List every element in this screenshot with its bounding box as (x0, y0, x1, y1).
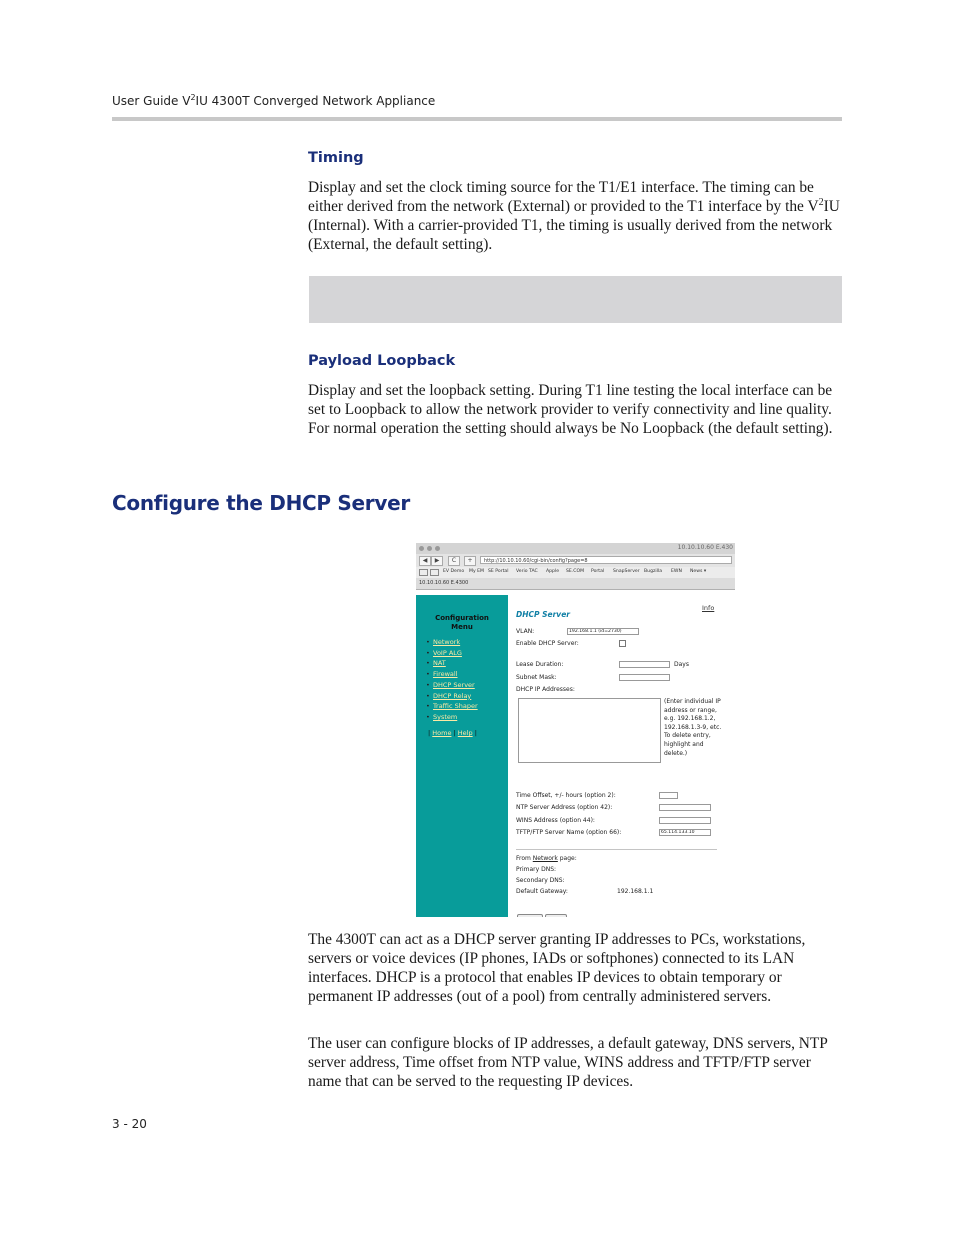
url-field[interactable]: http://10.10.10.60/cgi-bin/config?page=8 (480, 556, 732, 564)
gray-note-box (309, 276, 842, 323)
reload-button[interactable]: C (448, 556, 460, 566)
header-prefix: User Guide V (112, 94, 191, 108)
menu-item-nat[interactable]: • NAT (426, 658, 478, 669)
running-header (112, 93, 435, 108)
menu-item-firewall[interactable]: • Firewall (426, 669, 478, 680)
info-link[interactable]: Info (702, 604, 715, 612)
menu-item-traffic-shaper[interactable]: • Traffic Shaper (426, 701, 478, 712)
from-suffix: page: (557, 855, 577, 862)
timing-paragraph (308, 178, 843, 254)
config-menu-title-line1: Configuration (435, 614, 489, 622)
home-help-bar-end: | (472, 729, 477, 737)
window-title: 10.10.10.60 E.430 (677, 544, 733, 551)
days-label: Days (674, 661, 689, 668)
subnet-mask-label: Subnet Mask: (516, 674, 557, 681)
bookmarks-book-icon[interactable] (419, 569, 428, 576)
tftp-server-label: TFTP/FTP Server Name (option 66): (516, 829, 622, 836)
tftp-server-input[interactable]: 65.114.133.10 (659, 829, 711, 836)
ntp-server-input[interactable] (659, 804, 711, 811)
dhcp-ip-addresses-textarea[interactable] (518, 698, 661, 763)
add-bookmark-button[interactable]: + (464, 556, 476, 566)
bookmarks-bar (416, 567, 735, 578)
menu-item-network[interactable]: • Network (426, 637, 478, 648)
menu-item-dhcp-server[interactable]: • DHCP Server (426, 680, 478, 691)
vlan-label: VLAN: (516, 628, 535, 635)
dhcp-ip-addresses-label: DHCP IP Addresses: (516, 686, 575, 693)
default-gateway-label: Default Gateway: (516, 888, 568, 895)
from-network-label (516, 855, 577, 862)
config-menu-list (426, 637, 478, 723)
timing-superscript: 2 (818, 196, 824, 208)
bookmark-item[interactable]: SE.COM (566, 569, 585, 574)
bookmark-item[interactable]: SnapServer (613, 569, 640, 574)
menu-item-dhcp-relay[interactable]: • DHCP Relay (426, 691, 478, 702)
window-titlebar (416, 543, 735, 554)
help-link[interactable]: Help (457, 729, 473, 737)
timing-text-b: IU (Internal). With a carrier-provided T1, the timing is usually derived from the network (External, the default setting). (308, 198, 840, 253)
back-button[interactable]: ◀ (419, 556, 431, 566)
page-number: 3 - 20 (112, 1117, 147, 1131)
dhcp-page-title: DHCP Server (516, 610, 570, 619)
ip-address-hint: (Enter individual IP address or range, e.g. 192.168.1.2, 192.168.1.3-9, etc. To delete entry, highlight and delete.) (664, 698, 722, 757)
time-offset-label: Time Offset, +/- hours (option 2): (516, 792, 616, 799)
home-help-links (428, 729, 477, 737)
menu-item-system[interactable]: • System (426, 712, 478, 723)
cancel-button[interactable] (545, 914, 567, 917)
payload-loopback-heading: Payload Loopback (308, 353, 456, 369)
from-prefix: From (516, 855, 533, 862)
ntp-server-label: NTP Server Address (option 42): (516, 804, 613, 811)
dhcp-config-paragraph: The user can configure blocks of IP addresses, a default gateway, DNS servers, NTP server address, Time offset from NTP value, WINS address and TFTP/FTP server name that can be served to the requesting IP devices. (308, 1035, 828, 1090)
bookmark-item[interactable]: EWN (671, 569, 682, 574)
config-menu-title (416, 614, 508, 632)
bookmark-item[interactable]: EV Demo (443, 569, 465, 574)
bookmarks-grid-icon[interactable] (430, 569, 439, 576)
bookmark-item[interactable]: My EM (469, 569, 485, 574)
timing-text-a: Display and set the clock timing source for the T1/E1 interface. The timing can be either derived from the network (External) or provided to the T1 interface by the V (308, 179, 819, 215)
bookmark-item[interactable]: Portal (591, 569, 605, 574)
minimize-dot-icon[interactable] (427, 546, 432, 551)
wins-address-input[interactable] (659, 817, 711, 824)
browser-tab[interactable]: 10.10.10.60 E.4300 (419, 580, 469, 586)
bookmark-item[interactable]: Verio TAC (516, 569, 538, 574)
lease-duration-input[interactable] (619, 661, 670, 668)
default-gateway-value: 192.168.1.1 (617, 888, 654, 895)
vlan-select[interactable]: 192.168.1.1 (id=2730) (567, 628, 639, 635)
home-link[interactable]: Home (432, 729, 452, 737)
timing-heading: Timing (308, 150, 364, 166)
primary-dns-label: Primary DNS: (516, 866, 557, 873)
bookmark-item[interactable]: Apple (546, 569, 560, 574)
form-divider (516, 849, 717, 850)
wins-address-label: WINS Address (option 44): (516, 817, 595, 824)
section-title: Configure the DHCP Server (112, 491, 410, 515)
dhcp-intro-paragraph: The 4300T can act as a DHCP server granting IP addresses to PCs, workstations, servers or voice devices (IP phones, IADs or softphones) connected to its LAN interfaces. DHCP is a protocol that enables IP devices to obtain temporary or permanent IP addresses (out of a pool) from centrally administered servers. (308, 931, 806, 1005)
header-suffix: IU 4300T Converged Network Appliance (195, 94, 436, 108)
home-help-bar: | (428, 729, 433, 737)
bookmark-item[interactable]: News ▾ (690, 569, 707, 574)
header-rule (112, 117, 842, 121)
enable-dhcp-label: Enable DHCP Server: (516, 640, 579, 647)
menu-item-voip-alg[interactable]: • VoIP ALG (426, 648, 478, 659)
enable-dhcp-checkbox[interactable] (619, 640, 626, 647)
time-offset-input[interactable] (659, 792, 678, 799)
forward-button[interactable]: ▶ (431, 556, 443, 566)
network-page-link[interactable]: Network (532, 855, 558, 862)
dhcp-screenshot (416, 543, 735, 917)
home-help-sep: | (451, 729, 458, 737)
header-superscript: 2 (190, 93, 196, 102)
close-dot-icon[interactable] (419, 546, 424, 551)
secondary-dns-label: Secondary DNS: (516, 877, 565, 884)
bookmark-item[interactable]: Bugzilla (644, 569, 663, 574)
bookmark-item[interactable]: SE Portal (488, 569, 509, 574)
subnet-mask-input[interactable] (619, 674, 670, 681)
apply-button[interactable] (517, 914, 543, 917)
zoom-dot-icon[interactable] (435, 546, 440, 551)
payload-loopback-paragraph: Display and set the loopback setting. During T1 line testing the local interface can be set to Loopback to allow the network provider to verify connectivity and line quality. For normal operation the setting should always be No Loopback (the default setting). (308, 382, 833, 437)
config-menu-title-line2: Menu (451, 623, 473, 631)
lease-duration-label: Lease Duration: (516, 661, 564, 668)
